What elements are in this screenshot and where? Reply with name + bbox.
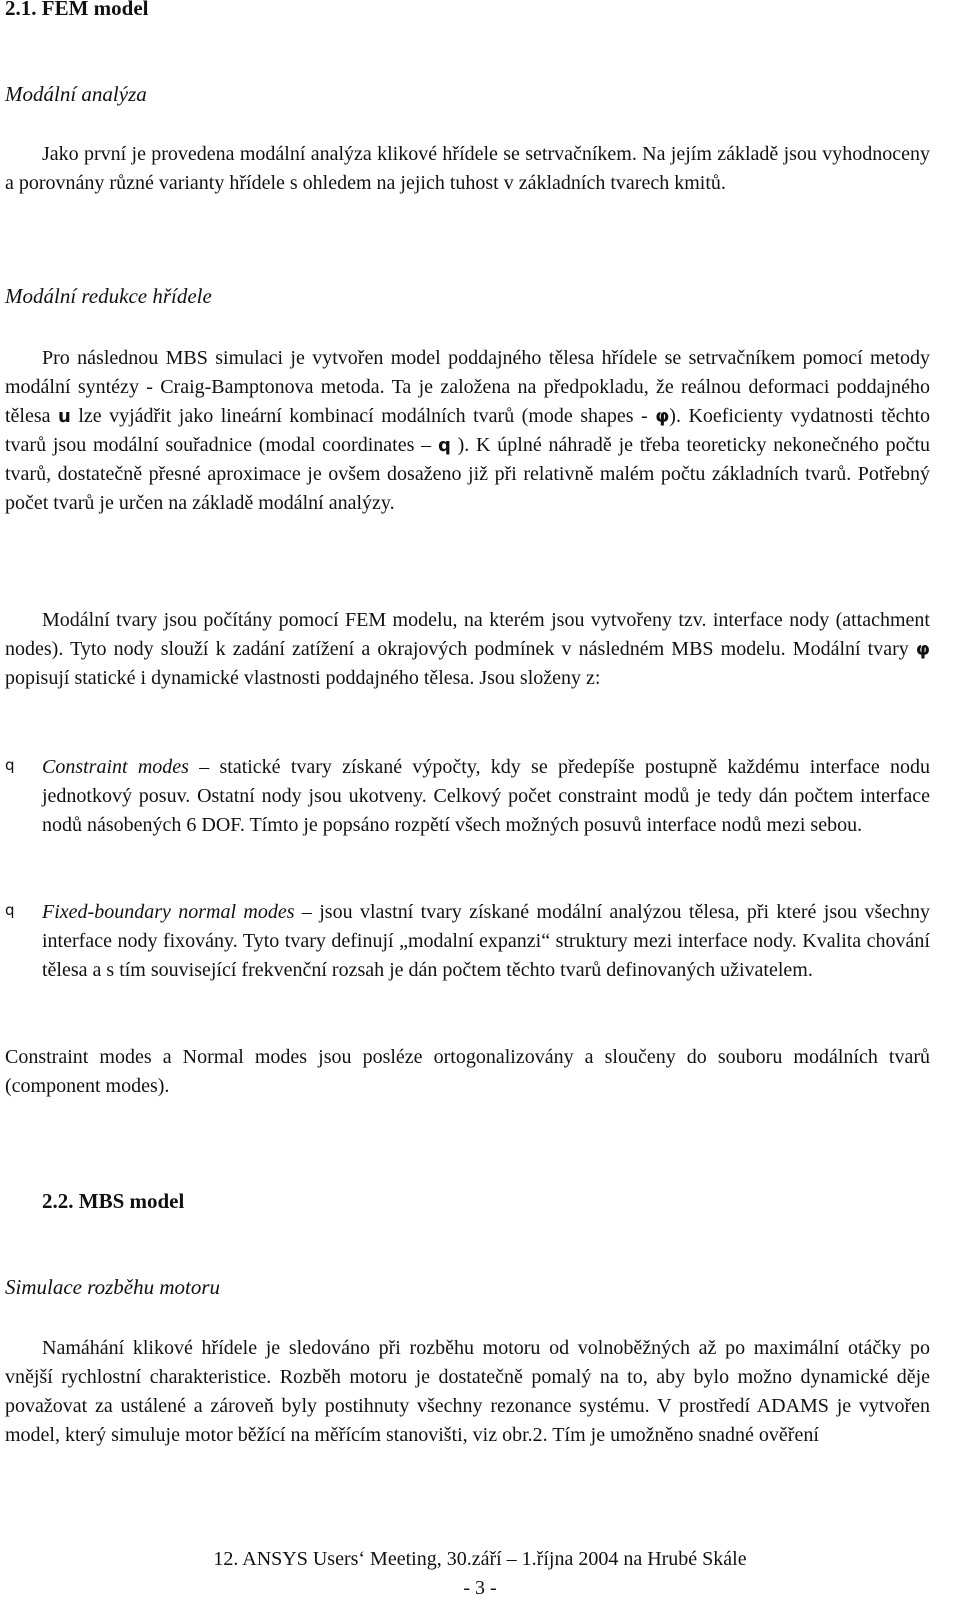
symbol-q: q [437, 435, 451, 456]
footer-conference: 12. ANSYS Users‘ Meeting, 30.září – 1.října 2004 na Hrubé Skále [213, 1548, 747, 1570]
paragraph-modal-shapes: Modální tvary jsou počítány pomocí FEM modelu, na kterém jsou vytvořeny tzv. interface nody (attachment nodes). Tyto nody slouží k zadání zatížení a okrajových podmínek v následném MBS modelu. Modální tvary φ popisují statické i dynamické vlastnosti poddajného tělesa. Jsou složeny z: [5, 609, 930, 689]
list-item: Constraint modes – statické tvary získané výpočty, kdy se předepíše postupně každému interface nodu jednotkový posuv. Ostatní nody jsou ukotveny. Celkový počet constraint modů je tedy dán počtem interface nodů násobených 6 DOF. Tímto je popsáno rozpětí všech možných posuvů interface nodů mezi sebou. [42, 756, 931, 836]
list-item: Fixed-boundary normal modes – jsou vlastní tvary získané modální analýzou tělesa, při které jsou všechny interface nody fixovány. Tyto tvary definují „modalní expanzi“ struktury mezi interface nody. Kvalita chování tělesa a s tím související frekvenční rozsah je dán počtem těchto tvarů definovaných uživatelem. [42, 901, 931, 981]
paragraph-modal-reduction: Pro následnou MBS simulaci je vytvořen model poddajného tělesa hřídele se setrvačníkem pomocí metody modální syntézy - Craig-Bamptonova metoda. Ta je založena na předpokladu, že reálnou deformaci poddajného tělesa u lze vyjádřit jako lineární kombinací modálních tvarů (mode shapes - φ). Koeficienty vydatnosti těchto tvarů jsou modální souřadnice (modal coordinates – q ). K úplné náhradě je třeba teoreticky nekonečného počtu tvarů, dostatečně přesné aproximace je ovšem dosaženo již při relativně malém počtu základních tvarů. Potřebný počet tvarů je určen na základě modální analýzy. [5, 347, 931, 514]
footer-page-number: - 3 - [463, 1577, 497, 1599]
symbol-phi-2: φ [915, 639, 930, 660]
section-heading-mbs: 2.2. MBS model [42, 1189, 185, 1213]
symbol-u: u [58, 406, 71, 427]
paragraph-component-modes: Constraint modes a Normal modes jsou posléze ortogonalizovány a sloučeny do souboru modálních tvarů (component modes). [5, 1046, 930, 1097]
paragraph-modal-analysis: Jako první je provedena modální analýza klikové hřídele se setrvačníkem. Na jejím základě jsou vyhodnoceny a porovnány různé varianty hřídele s ohledem na jejich tuhost v základních tvarech kmitů. [5, 143, 930, 194]
subheading-engine-startup: Simulace rozběhu motoru [5, 1275, 221, 1299]
subheading-modal-reduction: Modální redukce hřídele [5, 284, 212, 308]
bullet-term: Constraint modes [42, 756, 189, 778]
symbol-phi: φ [655, 406, 670, 427]
bullet-marker-icon: q [5, 756, 15, 774]
section-heading-fem: 2.1. FEM model [5, 0, 149, 20]
bullet-term: Fixed-boundary normal modes [42, 901, 295, 923]
paragraph-engine-startup: Namáhání klikové hřídele je sledováno při rozběhu motoru od volnoběžných až po maximální otáčky po vnější rychlostní charakteristice. Rozběh motoru je dostatečně pomalý na to, aby bylo možno dynamické děje považovat za ustálené a zároveň byly postihnuty všechny rezonance systému. V prostředí ADAMS je vytvořen model, který simuluje motor běžící na měřícím stanovišti, viz obr.2. Tím je umožněno snadné ověření [5, 1337, 930, 1446]
bullet-marker-icon: q [5, 901, 15, 919]
subheading-modal-analysis: Modální analýza [5, 82, 147, 106]
